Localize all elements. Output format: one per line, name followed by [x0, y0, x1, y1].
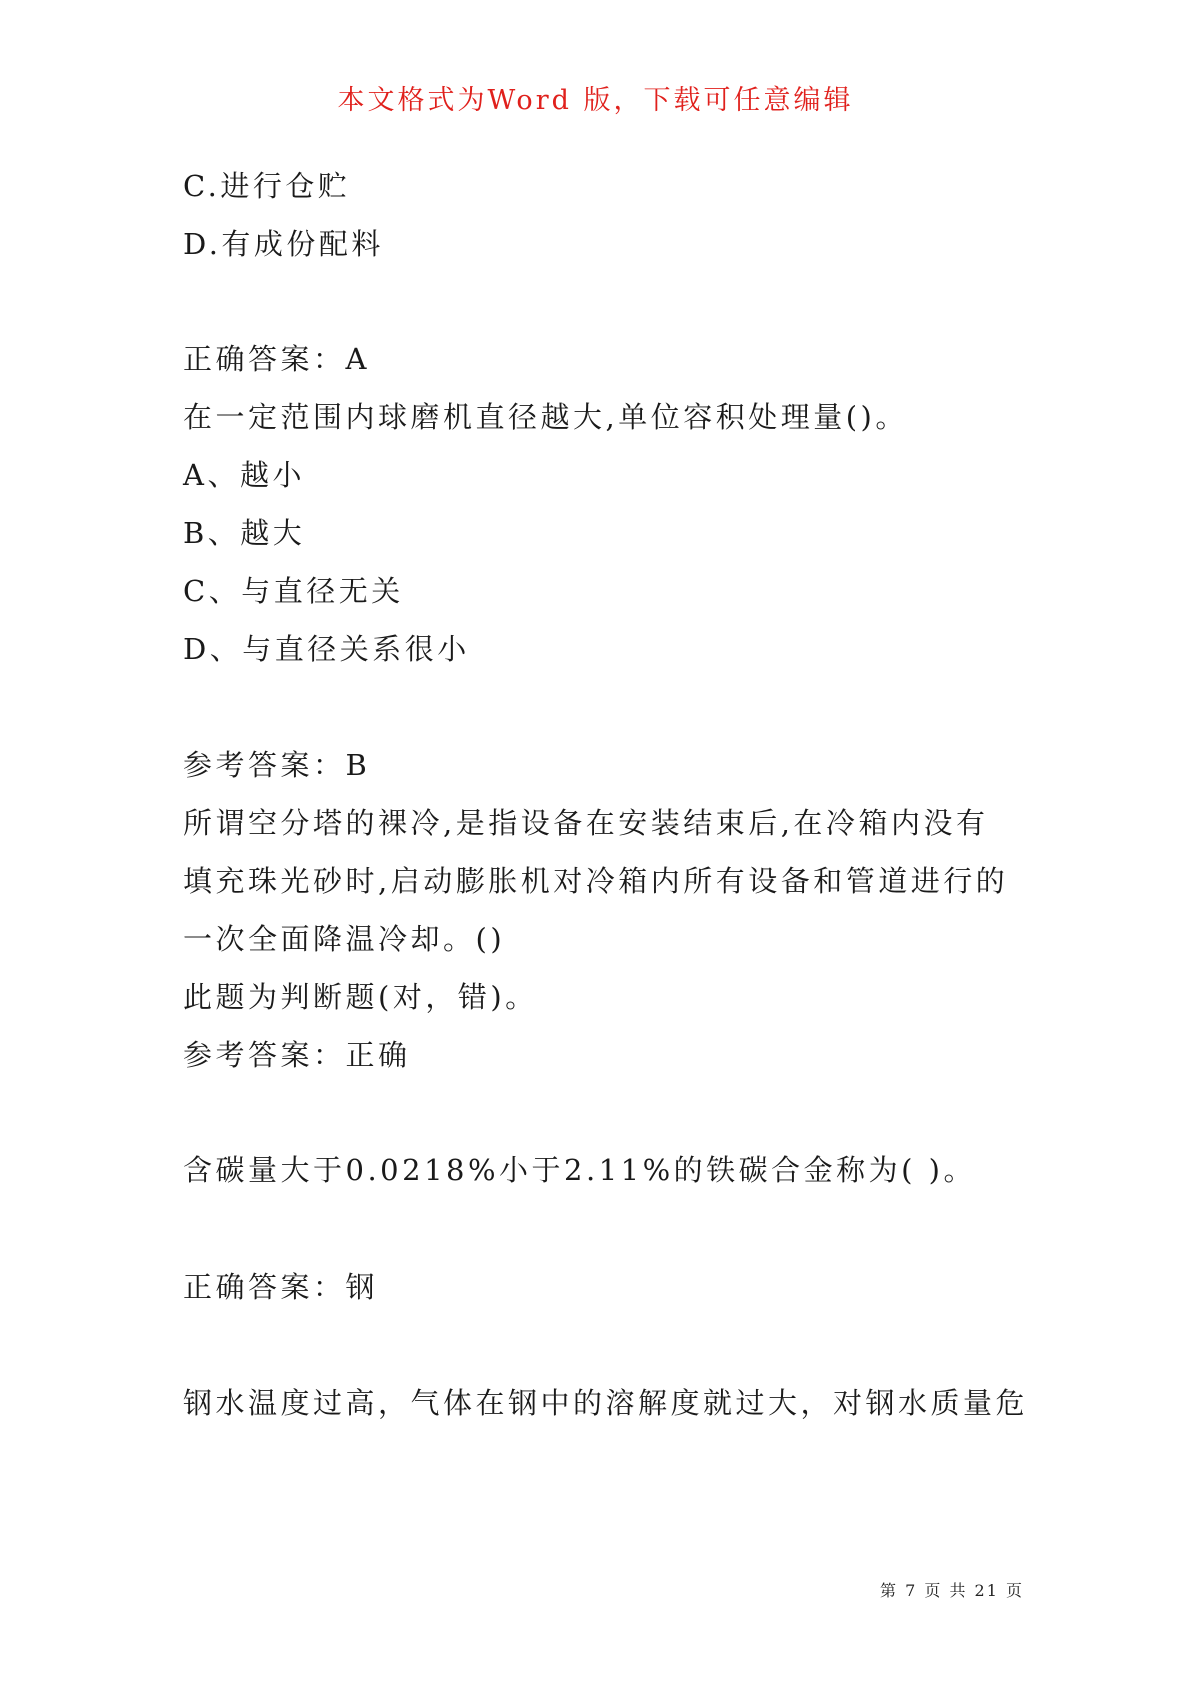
page-number: 第 7 页 共 21 页 — [880, 1581, 1024, 1600]
option-a: A、越小 — [183, 458, 305, 492]
option-b: B、越大 — [183, 516, 306, 550]
question-text-line: 钢水温度过高，气体在钢中的溶解度就过大，对钢水质量危 — [183, 1386, 1029, 1420]
document-header-notice: 本文格式为Word 版，下载可任意编辑 — [337, 85, 854, 116]
correct-answer: 正确答案：A — [183, 342, 370, 376]
reference-answer: 参考答案：B — [183, 748, 371, 782]
question-text-line: 填充珠光砂时,启动膨胀机对冷箱内所有设备和管道进行的 — [183, 864, 1009, 898]
question-text-line: 所谓空分塔的裸冷,是指设备在安装结束后,在冷箱内没有 — [183, 806, 989, 840]
question-text: 含碳量大于0.0218%小于2.11%的铁碳合金称为( )。 — [183, 1153, 977, 1187]
option-c: C.进行仓贮 — [183, 169, 351, 203]
option-c: C、与直径无关 — [183, 574, 404, 608]
question-text-line: 一次全面降温冷却。() — [183, 922, 506, 956]
reference-answer: 参考答案：正确 — [183, 1038, 411, 1072]
question-type-note: 此题为判断题(对，错)。 — [183, 980, 538, 1014]
question-text: 在一定范围内球磨机直径越大,单位容积处理量()。 — [183, 400, 908, 434]
option-d: D、与直径关系很小 — [183, 632, 470, 666]
option-d: D.有成份配料 — [183, 227, 384, 261]
correct-answer: 正确答案：钢 — [183, 1270, 379, 1304]
